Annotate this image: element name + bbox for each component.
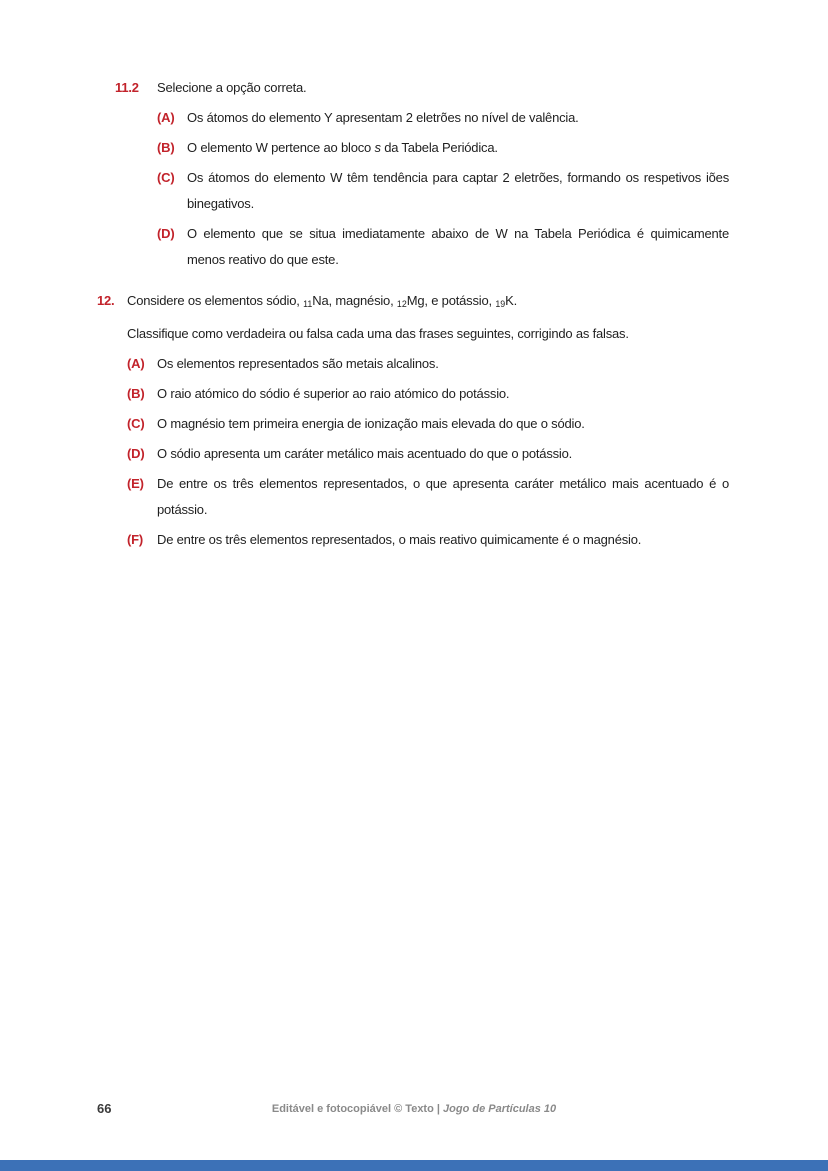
option-label: (D) [127,445,145,461]
question-prompt: Selecione a opção correta. [157,80,307,95]
question-prompt: Considere os elementos sódio, $_{11}$Na, magnésio, $_{12}$Mg, e potássio, $_{19}$K. [127,293,518,309]
footer-credit [0,1103,828,1115]
question-number: 12. [97,293,115,308]
page-footer [0,1101,828,1123]
page-number: 66 [97,1101,112,1116]
footer-book-title: Jogo de Partículas 10 [443,1103,557,1115]
option-row [127,471,729,523]
option-text: O elemento que se situa imediatamente abaixo de W na Tabela Periódica é quimicamente menos reativo do que este. [187,226,729,267]
option-label: (F) [127,531,143,547]
question-block [115,75,729,273]
option-text: De entre os três elementos representados, o mais reativo quimicamente é o magnésio. [157,531,642,547]
option-text: O raio atómico do sódio é superior ao raio atómico do potássio. [157,385,510,401]
option-text: O magnésio tem primeira energia de ionização mais elevada do que o sódio. [157,415,585,431]
option-row [127,351,729,377]
option-label: (C) [157,170,175,185]
option-row [127,381,729,407]
option-row [127,527,729,553]
option-row [157,105,729,131]
question-prompt: Classifique como verdadeira ou falsa cada uma das frases seguintes, corrigindo as falsas. [127,325,629,341]
bottom-edge-bar [0,1160,828,1171]
option-text: O sódio apresenta um caráter metálico mais acentuado do que o potássio. [157,445,573,461]
option-row [157,221,729,273]
option-text: Os átomos do elemento W têm tendência para captar 2 eletrões, formando os respetivos iões binegativos. [187,170,729,211]
question-block [97,288,729,553]
option-label: (A) [157,110,175,125]
option-label: (A) [127,355,145,371]
questions-area [97,75,729,557]
question-number: 11.2 [115,80,139,95]
option-text: Os elementos representados são metais alcalinos. [157,355,439,371]
option-text: O elemento W pertence ao bloco s da Tabela Periódica. [187,140,498,155]
option-label: (D) [157,226,175,241]
footer-credit-text: Editável e fotocopiável © Texto | [271,1103,444,1115]
option-text: De entre os três elementos representados, o que apresenta caráter metálico mais acentuado é o potássio. [157,475,729,517]
option-row [157,165,729,217]
option-row [127,441,729,467]
option-text: Os átomos do elemento Y apresentam 2 eletrões no nível de valência. [187,110,579,125]
option-row [127,411,729,437]
option-label: (E) [127,475,144,491]
option-label: (B) [157,140,175,155]
option-label: (B) [127,385,145,401]
option-label: (C) [127,415,145,431]
option-row [157,135,729,161]
